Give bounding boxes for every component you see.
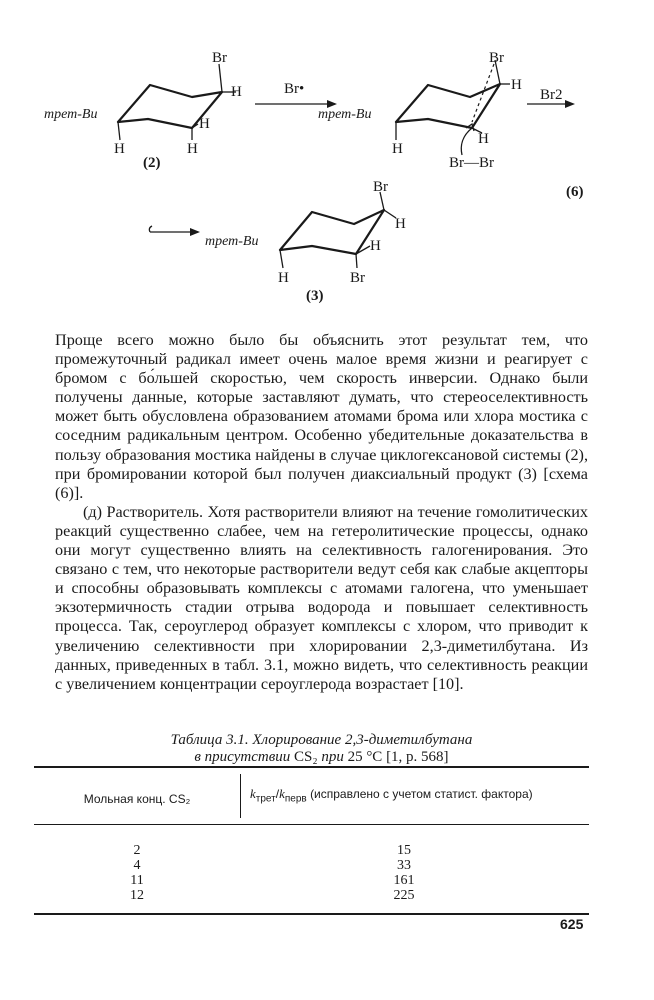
body-text [55, 331, 588, 694]
header-slash: / [275, 787, 280, 801]
cell-ratio: 161 [393, 873, 415, 888]
substituent-label-intermediate: трет-Bu [318, 107, 372, 122]
header-note: (исправлено с учетом статист. фактора) [310, 787, 533, 801]
caption-line-1: Таблица 3.1. Хлорирование 2,3-диметилбутана [170, 732, 473, 748]
header-ratio [250, 786, 533, 804]
caption-line-2 [55, 749, 588, 766]
atom-h-int-a: H [511, 77, 522, 93]
atom-br-3a: Br [373, 179, 388, 195]
caption-cs2: CS₂ [293, 749, 318, 765]
header-separator [240, 774, 241, 818]
atom-h-2d: H [187, 141, 198, 157]
header-k2: k [279, 786, 285, 801]
caption-part-a: в присутствии [194, 749, 291, 765]
atom-h-2a: H [231, 84, 242, 100]
table-bottom-rule [34, 913, 589, 915]
cell-conc: 11 [130, 873, 144, 888]
substituent-label-2: трет-Bu [44, 107, 98, 122]
substituent-label-3: трет-Bu [205, 234, 259, 249]
table-header [34, 768, 589, 824]
reagent-br-radical: Br• [284, 81, 305, 97]
table-row [34, 858, 589, 873]
atom-h-int-c: H [392, 141, 403, 157]
reagent-br2: Br2 [540, 87, 563, 103]
table-row [34, 843, 589, 858]
compound-label-3: (3) [306, 288, 324, 304]
cyclohexane-2 [118, 64, 236, 140]
table-row [34, 873, 589, 888]
header-concentration: Мольная конц. CS₂ [83, 792, 191, 806]
cyclohexane-3 [280, 192, 396, 268]
caption-part-c: при [321, 749, 344, 765]
header-sub2: перв [284, 793, 307, 805]
table-row [34, 888, 589, 903]
atom-h-2c: H [114, 141, 125, 157]
scheme-number: (6) [566, 184, 584, 200]
atom-h-3b: H [370, 238, 381, 254]
data-table [34, 766, 589, 915]
atom-br-2: Br [212, 50, 227, 66]
paragraph-1: Проще всего можно было бы объяснить этот результат тем, что промежуточный радикал имеет очень малое время жизни и реагирует с бромом с бо́льшей скоростью, чем скорость инверсии. Однако были получены данные, которые заставляют думать, что стереоселективность может быть обусловлена образованием атомами брома или хлора мостика с соседним радикальным центром. Особенно убедительные доказательства в пользу образования мостика найдены в случае циклогексановой системы (2), при бромировании которой был получен диаксиальный продукт (3) [схема (6)]. [55, 331, 588, 502]
page-number: 625 [560, 916, 584, 932]
reaction-scheme [0, 0, 654, 320]
paragraph-2: (д) Растворитель. Хотя растворители влияют на течение гомолитических реакций существенно слабее, чем на гетеролитические процессы, однако они могут существенно влиять на селективность галогенирования. Это связано с тем, что некоторые растворители ведут себя как слабые акцепторы и способны образовывать комплексы с атомами галогена, что уменьшает экзотермичность стадии отрыва водорода и повышает селективность процесса. Так, сероуглерод образует комплексы с хлором, что приводит к увеличению селективности при хлорировании 2,3-диметилбутана. Из данных, приведенных в табл. 3.1, можно видеть, что селективность реакции с увеличением концентрации сероуглерода возрастает [10]. [55, 502, 588, 693]
compound-label-2: (2) [143, 155, 161, 171]
cyclohexyl-radical-intermediate [396, 60, 510, 155]
atom-h-2b: H [199, 116, 210, 132]
header-sub1: трет [255, 793, 276, 805]
cell-conc: 12 [130, 888, 144, 903]
atom-br-3b: Br [350, 270, 365, 286]
atom-h-3c: H [278, 270, 289, 286]
atom-br-int: Br [489, 50, 504, 66]
table-caption [55, 732, 588, 766]
header-k1: k [250, 786, 256, 801]
atom-h-3a: H [395, 216, 406, 232]
cell-conc: 2 [133, 843, 141, 858]
scheme-drawing [0, 0, 654, 320]
caption-part-d: 25 °C [1, р. 568] [347, 749, 449, 765]
cell-ratio: 225 [393, 888, 415, 903]
cell-ratio: 33 [397, 858, 411, 873]
reagent-br-br: Br—Br [449, 155, 494, 171]
cell-ratio: 15 [397, 843, 411, 858]
cell-conc: 4 [133, 858, 141, 873]
atom-h-int-b: H [478, 131, 489, 147]
table-body [34, 825, 589, 913]
